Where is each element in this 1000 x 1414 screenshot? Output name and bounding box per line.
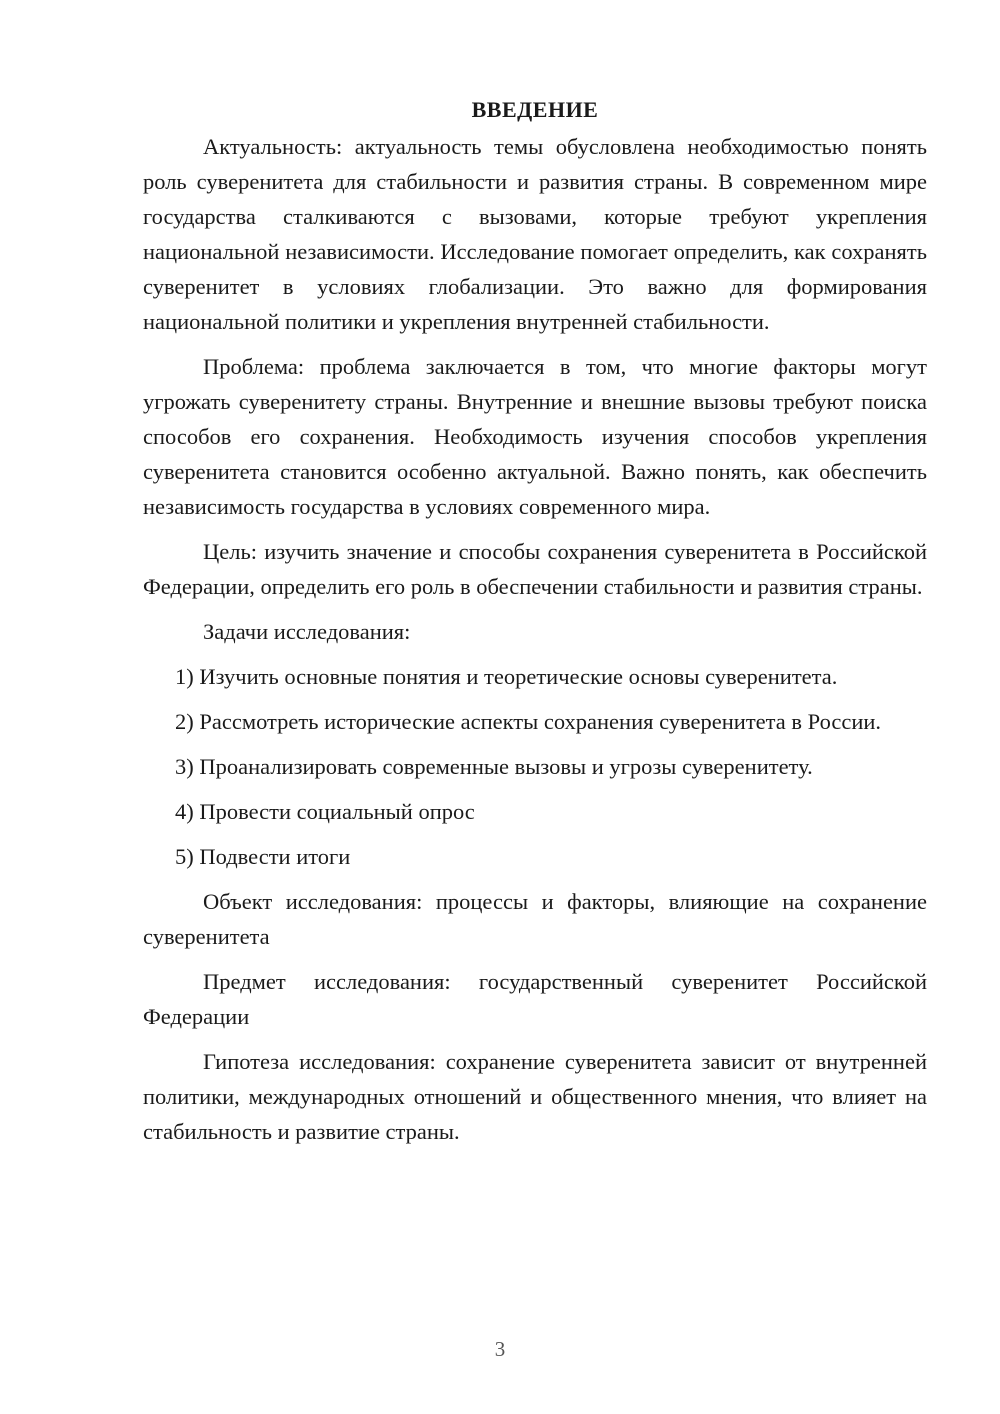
hypothesis-paragraph: Гипотеза исследования: сохранение суверенитета зависит от внутренней политики, международных отношений и общественного мнения, что влияет на стабильность и развитие страны. bbox=[143, 1049, 927, 1144]
task-item: 3) Проанализировать современные вызовы и угрозы суверенитету. bbox=[175, 754, 813, 779]
task-item: 5) Подвести итоги bbox=[175, 844, 351, 869]
tasks-heading: Задачи исследования: bbox=[203, 619, 411, 644]
relevance-paragraph: Актуальность: актуальность темы обусловлена необходимостью понять роль суверенитета для стабильности и развития страны. В современном мире государства сталкиваются с вызовами, которые требуют укрепления национальной независимости. Исследование помогает определить, как сохранять суверенитет в условиях глобализации. Это важно для формирования национальной политики и укрепления внутренней стабильности. bbox=[143, 134, 927, 334]
problem-paragraph: Проблема: проблема заключается в том, что многие факторы могут угрожать суверенитету страны. Внутренние и внешние вызовы требуют поиска способов его сохранения. Необходимость изучения способов укрепления суверенитета становится особенно актуальной. Важно понять, как обеспечить независимость государства в условиях современного мира. bbox=[143, 354, 927, 519]
task-item: 4) Провести социальный опрос bbox=[175, 799, 475, 824]
subject-paragraph: Предмет исследования: государственный суверенитет Российской Федерации bbox=[143, 969, 927, 1029]
section-title: ВВЕДЕНИЕ bbox=[471, 97, 599, 122]
object-paragraph: Объект исследования: процессы и факторы, влияющие на сохранение суверенитета bbox=[143, 889, 927, 949]
task-item: 2) Рассмотреть исторические аспекты сохранения суверенитета в России. bbox=[175, 709, 882, 734]
page-content bbox=[143, 92, 927, 1159]
page-number: 3 bbox=[494, 1337, 506, 1361]
goal-paragraph: Цель: изучить значение и способы сохранения суверенитета в Российской Федерации, определить его роль в обеспечении стабильности и развития страны. bbox=[143, 539, 927, 599]
task-item: 1) Изучить основные понятия и теоретические основы суверенитета. bbox=[175, 664, 838, 689]
